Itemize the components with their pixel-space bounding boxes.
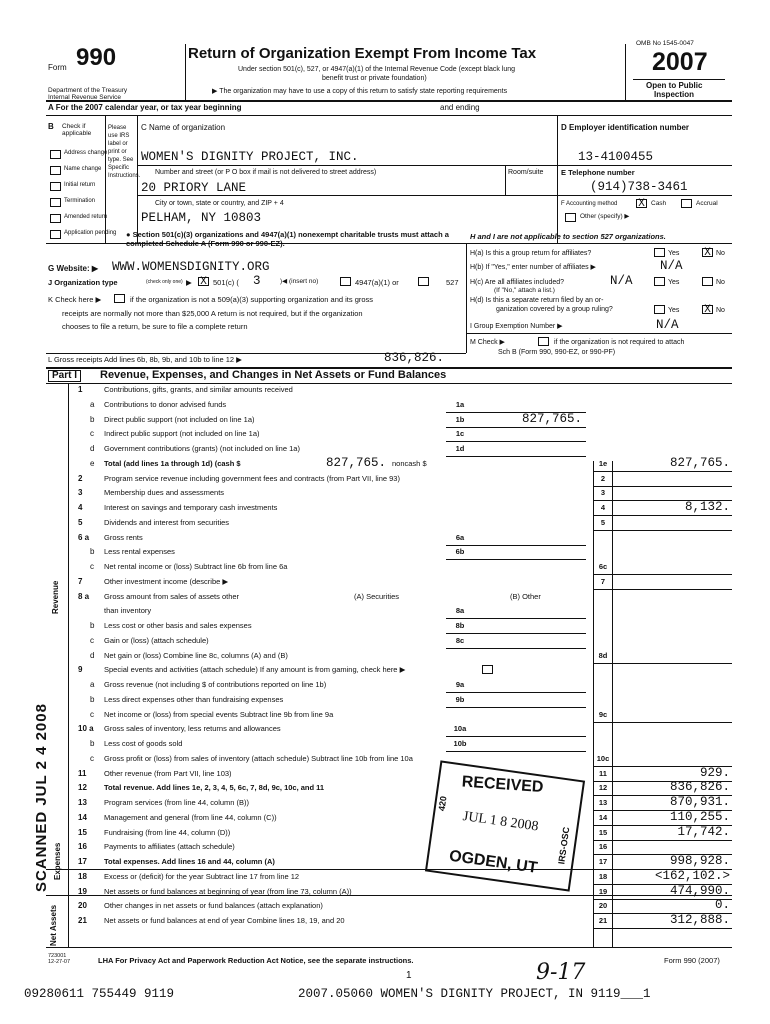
ha-yes-checkbox[interactable] <box>654 248 665 257</box>
row-mid-rule <box>446 751 586 752</box>
row-mid-rule <box>446 456 586 457</box>
m-checkbox[interactable] <box>538 337 549 346</box>
row-noncash-label: noncash $ <box>392 458 427 468</box>
stamp-date: JUL 1 8 2008 <box>461 809 540 835</box>
k-text-2: receipts are normally not more than $25,000 A return is not required, but if the organization <box>62 309 363 318</box>
hd-question-2: ganization covered by a group ruling? <box>496 306 613 313</box>
row-label: Contributions, gifts, grants, and similar amounts received <box>104 385 293 394</box>
name-change-checkbox[interactable] <box>50 166 61 175</box>
row-mid-rule <box>446 648 586 649</box>
termination-label: Termination <box>64 198 96 204</box>
row-number: e <box>90 458 95 468</box>
row-mid-box-label: 9a <box>455 680 465 689</box>
handwritten-note: 9-17 <box>536 960 586 985</box>
row-label: Gross amount from sales of assets other <box>104 591 240 601</box>
row-amount[interactable]: 0. <box>714 898 730 913</box>
row-mid-box-label: 6a <box>455 532 465 542</box>
row-right-box-label: 18 <box>598 871 608 881</box>
website-value[interactable]: WWW.WOMENSDIGNITY.ORG <box>112 260 270 274</box>
secc-divider <box>137 115 138 243</box>
row-number: d <box>90 444 95 453</box>
website-label: G Website: ▶ <box>48 264 99 273</box>
row-number: 14 <box>78 812 87 822</box>
row-label: Gross rents <box>104 532 143 542</box>
k-label: K Check here ▶ <box>48 295 102 304</box>
row-mid-rule <box>446 441 586 442</box>
part1-bottom-rule <box>46 947 732 948</box>
side-net-assets: Net Assets <box>49 904 58 946</box>
header-divider-right <box>625 44 626 100</box>
row-label: Fundraising (from line 44, column (D)) <box>104 827 231 837</box>
row-col-b-label: (B) Other <box>510 591 541 601</box>
city-value[interactable]: PELHAM, NY 10803 <box>141 211 262 225</box>
address-change-label: Address change <box>64 150 108 156</box>
row-amount[interactable]: 110,255. <box>669 809 730 824</box>
row-mid-rule <box>446 618 586 619</box>
row-right-rule <box>593 840 732 841</box>
row-number: c <box>90 562 94 571</box>
org-type-arrow: ▶ <box>186 278 192 287</box>
row-number: c <box>90 753 94 763</box>
hc-yes-checkbox[interactable] <box>654 277 665 286</box>
row-number: a <box>90 399 95 409</box>
row-right-rule <box>593 471 732 472</box>
row-mid-box-label: 6b <box>455 547 465 557</box>
row-mid-amount[interactable]: 827,765. <box>521 411 582 426</box>
row-number: 16 <box>78 842 87 852</box>
phone-value[interactable]: (914)738-3461 <box>590 180 688 194</box>
stamp-right-code: IRS-OSC <box>556 826 572 865</box>
row-label: Other investment income (describe ▶ <box>104 576 229 586</box>
accrual-label: Accrual <box>696 200 718 207</box>
row-amount[interactable]: 474,990. <box>669 883 730 898</box>
row-number: c <box>90 635 94 645</box>
hb-question: H(b) If "Yes," enter number of affiliates ▶ <box>470 264 596 271</box>
row-label: Special events and activities (attach schedule) If any amount is from gaming, check here ▶ <box>104 665 406 675</box>
row-right-box-label: 15 <box>598 827 608 837</box>
form-title: Return of Organization Exempt From Income Tax <box>188 45 537 62</box>
row-label: Total expenses. Add lines 16 and 44, column (A) <box>104 857 275 866</box>
row-right-box-label: 9c <box>598 709 608 719</box>
stamp-left-code: 420 <box>436 795 449 812</box>
row-mid-rule <box>446 427 586 428</box>
side-expenses: Expenses <box>53 842 62 880</box>
row-label: Less cost of goods sold <box>104 739 183 748</box>
open-public-2: Inspection <box>654 90 695 99</box>
row-amount[interactable]: 312,888. <box>669 913 730 927</box>
hc-yes-label: Yes <box>668 279 680 286</box>
row-label: Net gain or (loss) Combine line 8c, columns (A) and (B) <box>104 650 288 660</box>
row-right-box-label: 6c <box>598 562 608 571</box>
row-mid-rule <box>446 736 586 737</box>
hc-question: H(c) Are all affiliates included? <box>470 279 565 286</box>
other-method-checkbox[interactable] <box>565 213 576 222</box>
row-amount[interactable]: 998,928. <box>669 854 730 868</box>
part1-label: Part I <box>48 370 81 382</box>
row-label: Net rental income or (loss) Subtract line 6b from line 6a <box>104 562 288 571</box>
name-change-label: Name change <box>64 166 102 172</box>
k-text-3: chooses to file a return, be sure to file a complete return <box>62 322 248 331</box>
secd-divider <box>557 115 558 243</box>
org-name-label: C Name of organization <box>141 123 226 132</box>
row-label: Less direct expenses other than fundraising expenses <box>104 694 284 704</box>
row-label: Contributions to donor advised funds <box>104 399 227 409</box>
part1-title: Revenue, Expenses, and Changes in Net Assets or Fund Balances <box>100 369 447 381</box>
row-mid-rule <box>446 633 586 634</box>
dept-line1: Department of the Treasury <box>48 87 128 94</box>
row-number: 18 <box>78 871 87 881</box>
footer-batch-id: 09280611 755449 9119 <box>24 987 175 1001</box>
gross-receipts-label: L Gross receipts Add lines 6b, 8b, 9b, and 10b to line 12 ▶ <box>48 355 242 364</box>
row-number: 4 <box>78 503 83 512</box>
row-number: d <box>90 650 95 660</box>
gaming-checkbox[interactable] <box>482 665 493 674</box>
line-a-label: A For the 2007 calendar year, or tax year beginning <box>48 103 242 112</box>
phone-rule <box>557 195 732 196</box>
row-label: Dividends and interest from securities <box>104 517 230 527</box>
part1-title-rule <box>46 383 732 384</box>
row-label: Less cost or other basis and sales expenses <box>104 621 252 630</box>
side-label-divider <box>68 383 69 947</box>
hd-yes-label: Yes <box>668 307 680 314</box>
gross-receipts-value[interactable]: 836,826. <box>384 351 445 365</box>
year-divider <box>633 79 725 80</box>
row-right-box-label: 2 <box>600 473 606 483</box>
row-number: 3 <box>78 488 83 498</box>
row-label: Gain or (loss) (attach schedule) <box>104 635 209 645</box>
row-mid-box-label: 8c <box>455 635 465 645</box>
section-b-label: B <box>48 122 54 131</box>
cash-checkbox[interactable]: X <box>636 199 647 208</box>
row-right-box-label: 10c <box>596 753 610 763</box>
address-change-checkbox[interactable] <box>50 150 61 159</box>
ein-label: D Employer identification number <box>561 123 690 132</box>
page-number: 1 <box>406 970 412 981</box>
4947-label: 4947(a)(1) or <box>355 278 399 287</box>
m-check-label: M Check ▶ <box>470 339 505 346</box>
form-subtitle-1: Under section 501(c), 527, or 4947(a)(1) of the Internal Revenue Code (except black lung <box>238 66 516 73</box>
hb-value[interactable]: N/A <box>660 259 683 273</box>
application-pending-checkbox[interactable] <box>50 230 61 239</box>
row-right-box-label: 1e <box>598 458 608 468</box>
row-col-a-label: (A) Securities <box>354 591 400 601</box>
row-right-rule <box>593 928 732 929</box>
row-number: c <box>90 709 94 719</box>
row-number: b <box>90 694 95 704</box>
row-mid-box-label: 8b <box>455 621 465 630</box>
org-type-label: J Organization type <box>48 278 118 287</box>
row-label: Program services (from line 44, column (B)) <box>104 798 250 807</box>
row-right-rule <box>593 663 732 664</box>
row-number: b <box>90 547 95 557</box>
org-name-value[interactable]: WOMEN'S DIGNITY PROJECT, INC. <box>141 150 359 164</box>
row-right-rule <box>593 486 732 487</box>
row-amount[interactable]: 17,742. <box>677 824 730 839</box>
street-rule <box>137 195 557 196</box>
row-label: Management and general (from line 44, column (C)) <box>104 812 277 822</box>
row-label: Net assets or fund balances at end of year Combine lines 18, 19, and 20 <box>104 916 345 925</box>
row-label: Indirect public support (not included on line 1a) <box>104 429 260 439</box>
section-501-note: ● Section 501(c)(3) organizations and 4947(a)(1) nonexempt charitable trusts must attach a completed Schedule A (Form 990 or 990-EZ). <box>126 230 449 248</box>
row-right-rule <box>593 574 732 575</box>
form-word: Form <box>48 63 67 72</box>
m-text-2: Sch B (Form 990, 990-EZ, or 990-PF) <box>498 349 616 356</box>
4947-checkbox[interactable] <box>340 277 351 286</box>
side-revenue: Revenue <box>51 580 60 614</box>
line-a-rule <box>46 115 732 116</box>
row-right-box-label: 12 <box>598 783 608 793</box>
open-public-1: Open to Public <box>646 81 703 90</box>
row-amount[interactable]: 929. <box>699 765 730 780</box>
row-number: 2 <box>78 473 83 483</box>
row-number: 20 <box>78 901 87 911</box>
ein-value[interactable]: 13-4100455 <box>578 150 654 164</box>
received-stamp <box>425 760 585 891</box>
k-checkbox[interactable] <box>114 294 125 303</box>
row-mid-rule <box>446 545 586 546</box>
form-subtitle-3: ▶ The organization may have to use a copy of this return to satisfy state reporting requirements <box>212 88 508 95</box>
initial-return-checkbox[interactable] <box>50 182 61 191</box>
row-amount[interactable]: <162,102.> <box>654 868 730 883</box>
row-number: 11 <box>78 768 87 778</box>
accrual-checkbox[interactable] <box>681 199 692 208</box>
501c-number[interactable]: 3 <box>253 274 261 288</box>
row-label: Other changes in net assets or fund balances (attach explanation) <box>104 901 323 911</box>
row-label: Net income or (loss) from special events Subtract line 9b from line 9a <box>104 709 334 719</box>
application-pending-label: Application pending <box>64 230 117 236</box>
row-mid-box-label: 10a <box>453 724 467 734</box>
row-mid-box-label: 1a <box>455 399 465 409</box>
org-type-note: (check only one) <box>146 279 183 285</box>
row-label: Net assets or fund balances at beginning of year (from line 73, column (A)) <box>104 886 352 896</box>
row-mid-box-label: 8a <box>455 606 465 616</box>
row-right-rule <box>593 722 732 723</box>
hd-no-label: No <box>716 307 725 314</box>
row-label: Government contributions (grants) (not included on line 1a) <box>104 444 300 453</box>
footer-lha: LHA For Privacy Act and Paperwork Reduction Act Notice, see the separate instructions. <box>98 956 414 965</box>
h-intro: H and I are not applicable to section 527 organizations. <box>470 232 666 241</box>
other-method-label: Other (specify) ▶ <box>580 213 630 220</box>
scanned-stamp: SCANNED JUL 2 4 2008 <box>33 703 50 892</box>
row-number: b <box>90 739 95 748</box>
city-label: City or town, state or country, and ZIP + 4 <box>155 200 284 207</box>
row-number: 12 <box>78 783 87 793</box>
row-amount[interactable]: 827,765. <box>669 455 730 470</box>
row-right-rule <box>593 515 732 516</box>
row-number: 6 a <box>78 532 90 542</box>
ein-rule <box>557 165 732 166</box>
row-right-rule <box>593 589 732 590</box>
please-print-note: Please use IRS label or print or type. See Specific Instructions. <box>108 125 141 179</box>
row-label: Excess or (deficit) for the year Subtract line 17 from line 12 <box>104 871 300 881</box>
hc-no-checkbox[interactable] <box>702 277 713 286</box>
row-number: 10 a <box>78 724 94 734</box>
row-mid-box-label: 1d <box>455 444 465 453</box>
501c-label: 501(c) ( <box>213 278 239 287</box>
amended-return-label: Amended return <box>64 214 108 220</box>
row-number: c <box>90 429 94 439</box>
row-label: Gross profit or (loss) from sales of inventory (attach schedule) Subtract line 10b from line 10a <box>104 753 413 763</box>
section-b-applicable: applicable <box>62 130 92 137</box>
row-amount[interactable]: 8,132. <box>684 500 730 514</box>
cash-label: Cash <box>651 200 667 207</box>
amended-return-checkbox[interactable] <box>50 214 61 223</box>
row-label: Direct public support (not included on line 1a) <box>104 414 255 424</box>
row-right-box-label: 14 <box>598 812 608 822</box>
ha-no-label: No <box>716 250 725 257</box>
row-amount[interactable]: 870,931. <box>669 795 730 809</box>
line-a-end: and ending <box>440 103 480 112</box>
dept-line2: Internal Revenue Service <box>48 94 121 101</box>
h-section-divider <box>466 243 467 353</box>
street-value[interactable]: 20 PRIORY LANE <box>141 181 247 195</box>
tax-year: 2007 <box>652 48 708 76</box>
row-label: Interest on savings and temporary cash investments <box>104 503 278 512</box>
row-number: b <box>90 414 95 424</box>
row-number: 9 <box>78 665 83 675</box>
row-mid-rule <box>446 559 586 560</box>
row-number: 19 <box>78 886 87 896</box>
phone-label: E Telephone number <box>561 168 635 177</box>
hc-no-label: No <box>716 279 725 286</box>
secb-divider <box>105 115 106 243</box>
row-right-box-label: 13 <box>598 798 608 807</box>
row-label: Payments to affiliates (attach schedule) <box>104 842 235 852</box>
room-suite-label: Room/suite <box>508 169 544 176</box>
row-mid-rule <box>446 692 586 693</box>
accounting-method-label: F Accounting method <box>561 201 618 207</box>
ha-yes-label: Yes <box>668 250 680 257</box>
i-rule <box>466 333 732 334</box>
hc-value[interactable]: N/A <box>610 274 633 288</box>
row-label: Program service revenue including government fees and contracts (from Part VII, line 93) <box>104 473 400 483</box>
group-exemption-label: I Group Exemption Number ▶ <box>470 323 563 330</box>
form-number: 990 <box>76 44 117 71</box>
row-right-box-label: 21 <box>598 916 608 925</box>
row-right-box-label: 5 <box>600 517 606 527</box>
footer-form: Form 990 (2007) <box>664 956 720 965</box>
row-number: 5 <box>78 517 83 527</box>
omb-number: OMB No 1545-0047 <box>636 40 694 47</box>
footer-code: 723001 12-27-07 <box>48 953 71 965</box>
row-right-box-label: 4 <box>600 503 606 512</box>
stamp-city: OGDEN, UT <box>448 847 539 877</box>
stamp-received: RECEIVED <box>461 773 544 797</box>
k-text-1: if the organization is not a 509(a)(3) supporting organization and its gross <box>130 295 374 304</box>
header-rule <box>46 100 732 102</box>
row-right-box-label: 7 <box>600 576 606 586</box>
header-divider-left <box>185 44 186 100</box>
ha-no-checkbox[interactable]: X <box>702 248 713 257</box>
row-right-box-label: 8d <box>598 650 608 660</box>
row-right-box-label: 16 <box>598 842 608 852</box>
row-label: Total (add lines 1a through 1d) (cash $ <box>104 458 241 468</box>
row-amount[interactable]: 836,826. <box>669 780 730 795</box>
insert-no-label: )◀ (insert no) <box>280 278 319 285</box>
row-number: 13 <box>78 798 87 807</box>
initial-return-label: Initial return <box>64 182 96 188</box>
row-right-box-label: 20 <box>598 901 608 911</box>
group-exemption-value[interactable]: N/A <box>656 318 679 332</box>
ha-question: H(a) Is this a group return for affiliates? <box>470 250 592 257</box>
row-number: 1 <box>78 385 83 394</box>
row-label: Other revenue (from Part VII, line 103) <box>104 768 232 778</box>
row-label: Gross sales of inventory, less returns and allowances <box>104 724 281 734</box>
row-label: Less rental expenses <box>104 547 175 557</box>
row-cash-amount[interactable]: 827,765. <box>325 455 386 470</box>
row-label: than inventory <box>104 606 152 616</box>
row-number: 17 <box>78 857 87 866</box>
footer-return-id: 2007.05060 WOMEN'S DIGNITY PROJECT, IN 9119___1 <box>298 987 651 1001</box>
name-rule <box>137 165 557 166</box>
row-mid-box-label: 1c <box>455 429 465 439</box>
form-subtitle-2: benefit trust or private foundation) <box>322 75 427 82</box>
row-mid-box-label: 9b <box>455 694 465 704</box>
row-number: 21 <box>78 916 87 925</box>
hd-question: H(d) Is this a separate return filed by an or- <box>470 297 604 304</box>
527-checkbox-box[interactable] <box>418 277 429 286</box>
room-divider <box>505 165 506 195</box>
row-number: 8 a <box>78 591 90 601</box>
row-mid-rule <box>446 707 586 708</box>
527-label: 527 <box>446 278 459 287</box>
501c-checkbox[interactable]: X <box>198 277 209 286</box>
row-number: 7 <box>78 576 83 586</box>
hd-yes-checkbox[interactable] <box>654 305 665 314</box>
row-right-box-label: 3 <box>600 488 606 498</box>
row-right-box-label: 19 <box>598 886 608 896</box>
row-label: Membership dues and assessments <box>104 488 225 498</box>
m-text: if the organization is not required to attach <box>554 339 685 346</box>
row-number: a <box>90 680 95 689</box>
termination-checkbox[interactable] <box>50 198 61 207</box>
row-right-box-label: 11 <box>599 768 607 778</box>
row-number: 15 <box>78 827 87 837</box>
row-mid-box-label: 10b <box>453 739 467 748</box>
row-mid-box-label: 1b <box>455 414 465 424</box>
row-number: b <box>90 621 95 630</box>
right-number-col-right <box>612 461 613 947</box>
section-b-check: Check if <box>62 123 86 130</box>
row-right-rule <box>593 530 732 531</box>
row-label: Gross revenue (not including $ of contributions reported on line 1b) <box>104 680 327 689</box>
row-label: Total revenue. Add lines 1e, 2, 3, 4, 5, 6c, 7, 8d, 9c, 10c, and 11 <box>104 783 325 793</box>
hd-no-checkbox[interactable]: X <box>702 305 713 314</box>
hc-note: (If "No," attach a list.) <box>494 287 555 294</box>
street-label: Number and street (or P O box if mail is not delivered to street address) <box>155 169 377 176</box>
row-right-box-label: 17 <box>598 857 608 866</box>
